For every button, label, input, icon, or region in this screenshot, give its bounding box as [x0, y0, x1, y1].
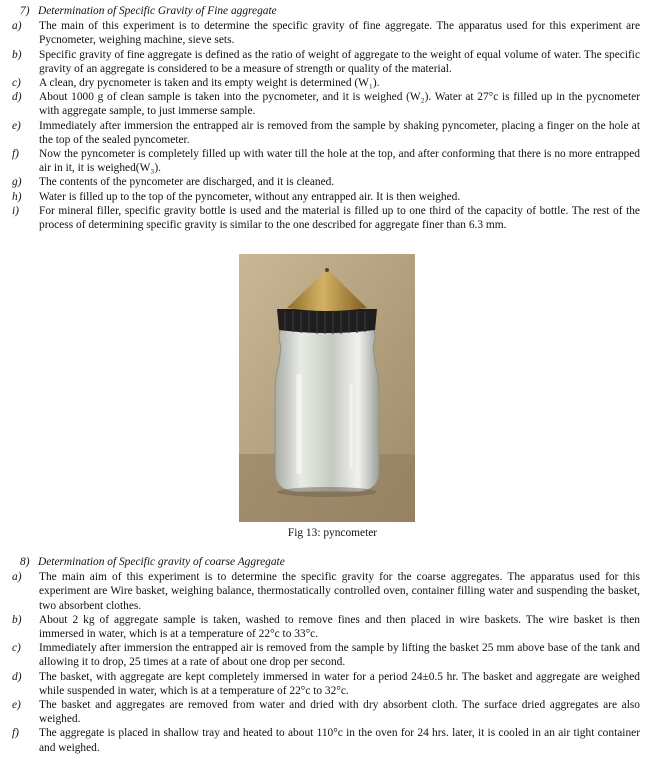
section-title: Determination of Specific gravity of coarse Aggregate [38, 556, 285, 568]
item-label: f) [12, 727, 19, 740]
item-text: Now the pyncometer is completely filled up with water till the hole at the top, and after conforming that there is no more entrapped air in it, it is weighed(W₃). [39, 148, 640, 175]
section-fine-aggregate [12, 4, 640, 232]
item-label: b) [12, 613, 22, 626]
item-label: e) [12, 699, 21, 712]
item-text: About 1000 g of clean sample is taken into the pycnometer, and it is weighed (W₂). Water at 27°c is filled up in the pycnometer with aggregate sample, to just immerse sample. [39, 91, 640, 118]
section-title: Determination of Specific Gravity of Fine aggregate [38, 5, 277, 17]
item-label: a) [12, 571, 22, 584]
list-item [12, 147, 640, 175]
list-item [12, 613, 640, 641]
list-item [12, 19, 640, 47]
list-item [12, 190, 640, 204]
item-label: d) [12, 91, 22, 104]
item-text: For mineral filler, specific gravity bottle is used and the material is filled up to one third of the capacity of bottle. The rest of the process of determining specific gravity is similar to the one described for aggregate finer than 6.3 mm. [39, 204, 640, 232]
list-item [12, 175, 640, 189]
section-heading [20, 4, 640, 18]
cone-hole [325, 268, 329, 272]
list-item [12, 76, 640, 90]
pycnometer-photo [239, 254, 415, 522]
item-label: f) [12, 148, 19, 161]
item-text: Immediately after immersion the entrapped air is removed from the sample by lifting the basket 25 mm above base of the tank and allowing it to drop, 25 times at a rate of about one drop per second. [39, 642, 640, 669]
glass-jar [275, 328, 379, 492]
jar-shadow [277, 487, 377, 497]
item-text: The main aim of this experiment is to determine the specific gravity for the coarse aggregates. The apparatus used for this experiment are Wire basket, weighing balance, thermostatically controlled oven, container filling water and suspending the basket, two absorbent clothes. [39, 571, 640, 612]
list-item [12, 204, 640, 232]
list-item [12, 726, 640, 754]
item-text: The aggregate is placed in shallow tray and heated to about 110°c in the oven for 24 hrs. later, it is cooled in an air tight container and weighed. [39, 727, 640, 754]
item-label: i) [12, 204, 19, 217]
list-item [12, 119, 640, 147]
section-heading [20, 555, 640, 569]
list-item [12, 90, 640, 118]
item-label: c) [12, 77, 21, 90]
item-text: The basket, with aggregate are kept completely immersed in water for a period 24±0.5 hr. The basket and aggregate are weighed while suspended in water, which is at a temperature of 22°c to 32°c. [39, 670, 640, 697]
black-cap [277, 309, 377, 333]
list-item [12, 48, 640, 76]
list-item [12, 641, 640, 669]
item-label: h) [12, 190, 22, 203]
item-text: The main of this experiment is to determine the specific gravity of fine aggregate. The apparatus used for this experiment are Pycnometer, weighing machine, sieve sets. [39, 20, 640, 47]
list-item [12, 570, 640, 613]
item-label: c) [12, 642, 21, 655]
item-label: a) [12, 20, 22, 33]
item-text: The basket and aggregates are removed from water and dried with dry absorbent cloth. The surface dried aggregates are also weighed. [39, 699, 640, 726]
item-text: About 2 kg of aggregate sample is taken, washed to remove fines and then placed in wire baskets. The wire basket is then immersed in water, which is at a temperature of 22°c to 33°c. [39, 613, 640, 641]
item-text: A clean, dry pycnometer is taken and its empty weight is determined (W₁). [39, 77, 380, 90]
figure-caption: Fig 13: pyncometer [287, 527, 378, 539]
item-label: g) [12, 176, 22, 189]
section-coarse-aggregate [12, 555, 640, 755]
list-item [12, 670, 640, 698]
item-label: e) [12, 119, 21, 132]
item-text: Water is filled up to the top of the pyncometer, without any entrapped air. It is then weighed. [39, 190, 461, 203]
section-number: 8) [20, 556, 30, 568]
item-text: Specific gravity of fine aggregate is defined as the ratio of weight of aggregate to the weight of equal volume of water. The specific gravity of an aggregate is considered to be a measure of strength or quality of the material. [39, 48, 640, 75]
item-label: b) [12, 48, 22, 61]
item-label: d) [12, 670, 22, 683]
pycnometer-illustration [239, 254, 415, 522]
item-text: The contents of the pyncometer are discharged, and it is cleaned. [39, 176, 335, 189]
section-number: 7) [20, 5, 30, 17]
list-item [12, 698, 640, 726]
item-text: Immediately after immersion the entrapped air is removed from the sample by shaking pyncometer, placing a finger on the hole at the top of the sealed pyncometer. [39, 119, 640, 146]
